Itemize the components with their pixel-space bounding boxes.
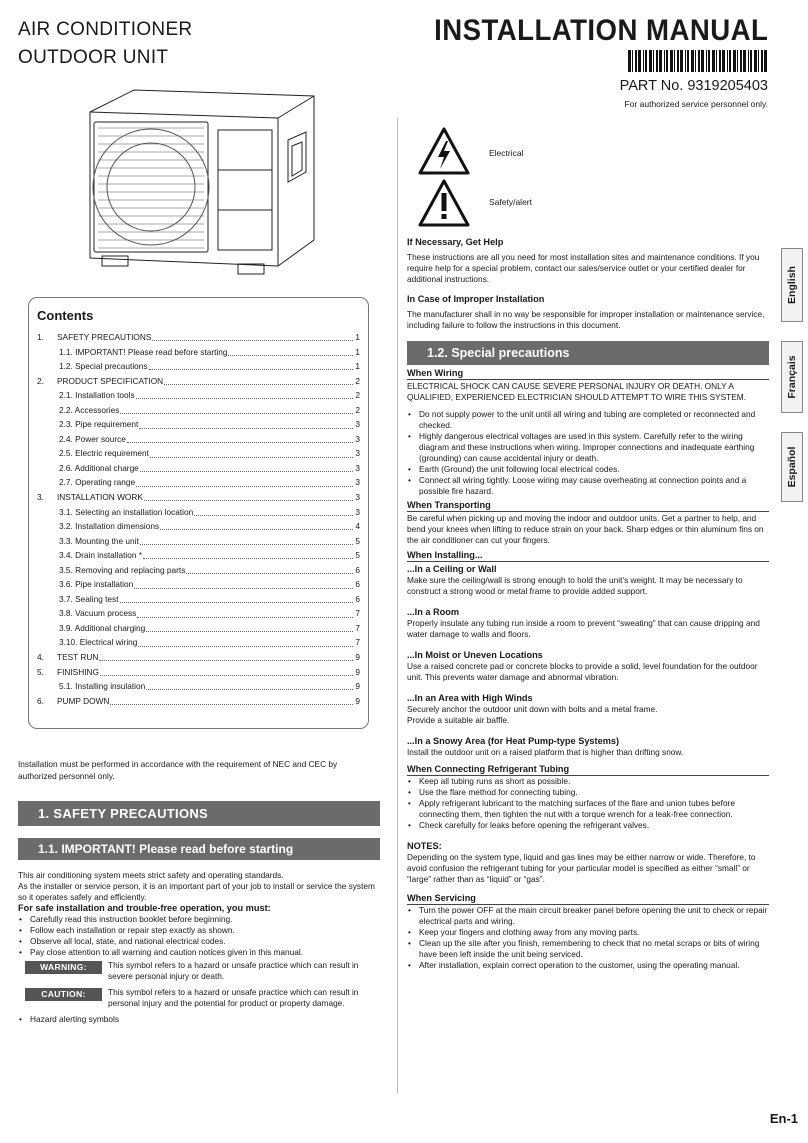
toc-leader-dots bbox=[127, 435, 353, 443]
toc-row bbox=[37, 446, 360, 461]
list-item: • After installation, explain correct operation to the customer, using the operating manual. bbox=[407, 960, 769, 971]
toc-page-number: 2 bbox=[355, 404, 360, 415]
toc-entry-text: 2.7. Operating range bbox=[59, 477, 136, 488]
list-item: • Clean up the site after you finish, remembering to check that no metal scraps or bits of wiring have been left inside the unit being serviced. bbox=[407, 938, 769, 960]
product-line-2: OUTDOOR UNIT bbox=[18, 47, 169, 68]
notes-heading: NOTES: bbox=[407, 841, 442, 851]
toc-entry-text: 3.4. Drain installation * bbox=[59, 550, 143, 561]
toc-leader-dots bbox=[100, 668, 353, 676]
toc-leader-dots bbox=[134, 581, 353, 589]
list-item: • Earth (Ground) the unit following local electrical codes. bbox=[407, 464, 769, 475]
outdoor-unit-illustration bbox=[82, 88, 322, 280]
toc-page-number: 1 bbox=[355, 332, 360, 342]
moist-heading: ...In Moist or Uneven Locations bbox=[407, 650, 543, 660]
toc-row bbox=[37, 694, 360, 709]
toc-row bbox=[37, 417, 360, 432]
toc-page-number: 7 bbox=[355, 622, 360, 633]
hazard-bullet: • Hazard alerting symbols bbox=[18, 1014, 380, 1025]
snow-text: Install the outdoor unit on a raised platform that is higher than drifting snow. bbox=[407, 747, 684, 757]
s11-bold-line: For safe installation and trouble-free operation, you must: bbox=[18, 903, 271, 913]
help-heading: If Necessary, Get Help bbox=[407, 237, 504, 247]
list-item: • Apply refrigerant lubricant to the matching surfaces of the flare and union tubes before connecting them, then tighten the nut with a torque wrench for a leak-free connection. bbox=[407, 798, 769, 820]
installing-heading: When Installing... bbox=[407, 550, 769, 562]
toc-row bbox=[37, 461, 360, 476]
wiring-heading: When Wiring bbox=[407, 368, 769, 380]
toc-entry-text: 5.1. Installing insulation bbox=[59, 681, 146, 692]
toc-row bbox=[37, 606, 360, 621]
list-item: • Follow each installation or repair step exactly as shown. bbox=[18, 925, 380, 936]
toc-leader-dots bbox=[152, 333, 353, 341]
toc-page-number: 7 bbox=[355, 637, 360, 648]
contents-title: Contents bbox=[37, 308, 94, 323]
warning-tag: WARNING: bbox=[25, 961, 102, 974]
notes-text: Depending on the system type, liquid and gas lines may be either narrow or wide. Therefore, to avoid confusion the refrigerant tubing for your particular model is specified as either “small” or “large” rather than as “liquid” or “gas”. bbox=[407, 852, 756, 884]
toc-page-number: 3 bbox=[355, 506, 360, 517]
toc-leader-dots bbox=[136, 479, 353, 487]
list-item: • Do not supply power to the unit until all wiring and tubing are completed or reconnected and checked. bbox=[407, 409, 769, 431]
toc-leader-dots bbox=[228, 348, 353, 356]
caution-row bbox=[18, 987, 380, 1009]
toc-entry-text: 2.2. Accessories bbox=[59, 404, 120, 415]
toc-page-number: 3 bbox=[355, 462, 360, 473]
toc-page-number: 9 bbox=[355, 695, 360, 706]
list-item: • Turn the power OFF at the main circuit breaker panel before opening the unit to check or repair electrical parts and wiring. bbox=[407, 905, 769, 927]
toc-entry-text: PUMP DOWN bbox=[57, 695, 110, 706]
servicing-heading: When Servicing bbox=[407, 893, 769, 905]
transport-heading: When Transporting bbox=[407, 500, 769, 512]
room-text: Properly insulate any tubing run inside a room to prevent “sweating” that can cause dripping and water damage to walls and floors. bbox=[407, 618, 760, 639]
section-1-2-heading: 1.2. Special precautions bbox=[407, 341, 769, 365]
list-item: • Connect all wiring tightly. Loose wiring may cause overheating at connection points and a possible fire hazard. bbox=[407, 475, 769, 497]
toc-leader-dots bbox=[160, 522, 353, 530]
toc-page-number: 5 bbox=[355, 535, 360, 546]
toc-row bbox=[37, 505, 360, 520]
special-precautions-body bbox=[407, 368, 769, 971]
list-item: • Observe all local, state, and national electrical codes. bbox=[18, 936, 380, 947]
transport-text: Be careful when picking up and moving the indoor and outdoor units. Get a partner to help, and bend your knees when lifting to reduce strain on your back. Sharp edges or thin aluminum fins on the air conditioner can cut your fingers. bbox=[407, 513, 764, 545]
toc-row bbox=[37, 635, 360, 650]
language-tab-spanish-label: Español bbox=[786, 446, 798, 488]
product-line-1: AIR CONDITIONER bbox=[18, 19, 193, 40]
toc-leader-dots bbox=[110, 697, 353, 705]
toc-leader-dots bbox=[136, 391, 353, 399]
safety-alert-label: Safety/alert bbox=[489, 197, 532, 207]
section-1-1-body bbox=[18, 870, 380, 1025]
toc-row bbox=[37, 359, 360, 374]
toc-page-number: 3 bbox=[355, 433, 360, 444]
service-note: For authorized service personnel only. bbox=[624, 99, 768, 109]
s11-para-2: As the installer or service person, it is an important part of your job to install or service the system so it operates safely and efficiently. bbox=[18, 881, 375, 902]
toc-leader-dots bbox=[137, 610, 353, 618]
toc-leader-dots bbox=[150, 450, 353, 458]
toc-entry-text: 3.5. Removing and replacing parts bbox=[59, 564, 186, 575]
toc-page-number: 6 bbox=[355, 579, 360, 590]
toc-page-number: 6 bbox=[355, 593, 360, 604]
toc-page-number: 7 bbox=[355, 608, 360, 619]
toc-leader-dots bbox=[138, 639, 353, 647]
toc-row bbox=[37, 374, 360, 389]
servicing-bullet-list bbox=[407, 905, 769, 971]
wind-heading: ...In an Area with High Winds bbox=[407, 693, 533, 703]
section-1-1-heading: 1.1. IMPORTANT! Please read before starting bbox=[18, 838, 380, 860]
room-heading: ...In a Room bbox=[407, 607, 460, 617]
toc-page-number: 9 bbox=[355, 681, 360, 692]
improper-heading: In Case of Improper Installation bbox=[407, 294, 545, 304]
language-tab-spanish[interactable] bbox=[781, 432, 803, 502]
toc-page-number: 5 bbox=[355, 550, 360, 561]
toc-entry-text: 2.1. Installation tools bbox=[59, 390, 135, 401]
toc-row bbox=[37, 665, 360, 680]
toc-entry-text: 1.1. IMPORTANT! Please read before starting bbox=[59, 346, 228, 357]
toc-row bbox=[37, 548, 360, 563]
toc-leader-dots bbox=[186, 566, 353, 574]
toc-entry-text: 3.8. Vacuum process bbox=[59, 608, 137, 619]
toc-page-number: 2 bbox=[355, 375, 360, 386]
manual-title: INSTALLATION MANUAL bbox=[433, 14, 768, 47]
language-tab-english-label: English bbox=[786, 266, 798, 304]
toc-entry-text: PRODUCT SPECIFICATION bbox=[57, 375, 164, 386]
help-text: These instructions are all you need for most installation sites and maintenance conditions. If you require help for a special problem, contact our sales/service outlet or your certified dealer for additional instructions. bbox=[407, 252, 760, 284]
product-title bbox=[18, 16, 192, 72]
list-item: • Highly dangerous electrical voltages are used in this system. Carefully refer to the wiring diagram and these instructions when wiring. Improper connections and inadequate earthing (grounding) can cause accidental injury or death. bbox=[407, 431, 769, 464]
warning-row bbox=[18, 960, 380, 982]
toc-entry-text: 3.10. Electrical wiring bbox=[59, 637, 138, 648]
toc-number: 3. bbox=[37, 492, 44, 503]
section-1-heading: 1. SAFETY PRECAUTIONS bbox=[18, 801, 380, 826]
toc-row bbox=[37, 592, 360, 607]
language-tab-french[interactable] bbox=[781, 341, 803, 413]
toc-row bbox=[37, 679, 360, 694]
list-item: • Use the flare method for connecting tubing. bbox=[407, 787, 769, 798]
toc-leader-dots bbox=[146, 682, 353, 690]
toc-page-number: 1 bbox=[355, 361, 360, 372]
contents-box bbox=[28, 297, 369, 729]
moist-text: Use a raised concrete pad or concrete blocks to provide a solid, level foundation for the outdoor unit. This prevents water damage and abnormal vibration. bbox=[407, 661, 758, 682]
toc-row bbox=[37, 475, 360, 490]
toc-leader-dots bbox=[139, 421, 353, 429]
toc-page-number: 9 bbox=[355, 666, 360, 677]
toc-page-number: 9 bbox=[355, 652, 360, 663]
toc-row bbox=[37, 330, 360, 345]
toc-leader-dots bbox=[146, 624, 353, 632]
toc-page-number: 3 bbox=[355, 419, 360, 430]
s11-para-1: This air conditioning system meets strict safety and operating standards. bbox=[18, 870, 284, 880]
ceiling-text: Make sure the ceiling/wall is strong enough to hold the unit’s weight. It may be necessary to construct a strong wood or metal frame to provide added support. bbox=[407, 575, 743, 596]
toc-entry-text: 3.1. Selecting an installation location bbox=[59, 506, 194, 517]
toc-page-number: 6 bbox=[355, 564, 360, 575]
toc-row bbox=[37, 534, 360, 549]
toc-row bbox=[37, 650, 360, 665]
barcode-image bbox=[628, 50, 768, 72]
list-item: • Carefully read this instruction booklet before beginning. bbox=[18, 914, 380, 925]
intro-note: Installation must be performed in accordance with the requirement of NEC and CEC by authorized personnel only. bbox=[18, 759, 338, 781]
tubing-heading: When Connecting Refrigerant Tubing bbox=[407, 764, 769, 776]
toc-number: 1. bbox=[37, 332, 44, 342]
caution-tag: CAUTION: bbox=[25, 988, 102, 1001]
list-item: • Keep your fingers and clothing away from any moving parts. bbox=[407, 927, 769, 938]
caution-text: This symbol refers to a hazard or unsafe practice which can result in personal injury and the potential for product or property damage. bbox=[108, 987, 359, 1008]
safety-alert-icon bbox=[420, 181, 468, 225]
toc-entry-text: TEST RUN bbox=[57, 652, 99, 663]
toc-entry-text: FINISHING bbox=[57, 666, 99, 677]
warning-text: This symbol refers to a hazard or unsafe practice which can result in severe personal injury or death. bbox=[108, 960, 359, 981]
toc-leader-dots bbox=[120, 595, 353, 603]
list-item: • Pay close attention to all warning and caution notices given in this manual. bbox=[18, 947, 380, 958]
toc-entry-text: 3.6. Pipe installation bbox=[59, 579, 134, 590]
toc-page-number: 4 bbox=[355, 521, 360, 532]
wind-text-2: Provide a suitable air baffle. bbox=[407, 715, 510, 725]
toc-row bbox=[37, 519, 360, 534]
toc-entry-text: 3.9. Additional charging bbox=[59, 622, 146, 633]
toc-leader-dots bbox=[194, 508, 353, 516]
toc-number: 6. bbox=[37, 695, 44, 706]
toc-leader-dots bbox=[143, 551, 353, 559]
toc-row bbox=[37, 403, 360, 418]
toc-entry-text: 2.3. Pipe requirement bbox=[59, 419, 139, 430]
toc-page-number: 1 bbox=[355, 346, 360, 357]
toc-entry-text: INSTALLATION WORK bbox=[57, 492, 143, 503]
toc-leader-dots bbox=[164, 377, 353, 385]
wiring-bullet-list bbox=[407, 409, 769, 497]
list-item: • Keep all tubing runs as short as possible. bbox=[407, 776, 769, 787]
electrical-label: Electrical bbox=[489, 148, 524, 158]
toc-row bbox=[37, 432, 360, 447]
toc-leader-dots bbox=[120, 406, 353, 414]
toc-entry-text: 3.7. Sealing test bbox=[59, 593, 119, 604]
page-number: En-1 bbox=[769, 1111, 798, 1126]
toc-entry-text: 2.6. Additional charge bbox=[59, 462, 139, 473]
part-number: PART No. 9319205403 bbox=[619, 78, 768, 94]
toc-leader-dots bbox=[140, 537, 353, 545]
toc-page-number: 3 bbox=[355, 448, 360, 459]
toc-page-number: 3 bbox=[355, 492, 360, 503]
help-block bbox=[407, 237, 769, 331]
s11-bullet-list bbox=[18, 914, 380, 958]
toc-entry-text: 2.4. Power source bbox=[59, 433, 126, 444]
toc-number: 5. bbox=[37, 666, 44, 677]
toc-entry-text: 1.2. Special precautions bbox=[59, 361, 148, 372]
toc-leader-dots bbox=[149, 362, 353, 370]
toc-row bbox=[37, 577, 360, 592]
toc-page-number: 2 bbox=[355, 390, 360, 401]
hazard-symbols bbox=[418, 127, 470, 227]
snow-heading: ...In a Snowy Area (for Heat Pump-type Systems) bbox=[407, 736, 620, 746]
toc-leader-dots bbox=[144, 493, 353, 501]
toc-row bbox=[37, 345, 360, 360]
toc-number: 4. bbox=[37, 652, 44, 663]
wiring-warning-caps: ELECTRICAL SHOCK CAN CAUSE SEVERE PERSONAL INJURY OR DEATH. ONLY A QUALIFIED, EXPERIENCED ELECTRICIAN SHOULD ATTEMPT TO WIRE THIS SYSTEM. bbox=[407, 381, 747, 402]
toc-row bbox=[37, 563, 360, 578]
electrical-hazard-icon bbox=[420, 129, 468, 173]
language-tab-french-label: Français bbox=[786, 355, 798, 399]
column-divider bbox=[397, 118, 398, 1093]
toc-entry-text: 3.3. Mounting the unit bbox=[59, 535, 139, 546]
toc-row bbox=[37, 621, 360, 636]
toc-page-number: 3 bbox=[355, 477, 360, 488]
improper-text: The manufacturer shall in no way be responsible for improper installation or maintenance service, including failure to follow the instructions in this document. bbox=[407, 309, 765, 330]
toc-entry-text: 2.5. Electric requirement bbox=[59, 448, 149, 459]
toc-leader-dots bbox=[140, 464, 353, 472]
language-tab-english[interactable] bbox=[781, 248, 803, 322]
tubing-bullet-list bbox=[407, 776, 769, 831]
toc-row bbox=[37, 490, 360, 505]
hazard-bullet-list bbox=[18, 1014, 380, 1025]
toc-row bbox=[37, 388, 360, 403]
toc-list bbox=[37, 330, 360, 708]
list-item: • Check carefully for leaks before opening the refrigerant valves. bbox=[407, 820, 769, 831]
toc-leader-dots bbox=[99, 653, 353, 661]
wind-text-1: Securely anchor the outdoor unit down with bolts and a metal frame. bbox=[407, 704, 658, 714]
toc-number: 2. bbox=[37, 375, 44, 386]
ceiling-heading: ...In a Ceiling or Wall bbox=[407, 564, 497, 574]
toc-entry-text: 3.2. Installation dimensions bbox=[59, 521, 160, 532]
toc-entry-text: SAFETY PRECAUTIONS bbox=[57, 332, 152, 342]
